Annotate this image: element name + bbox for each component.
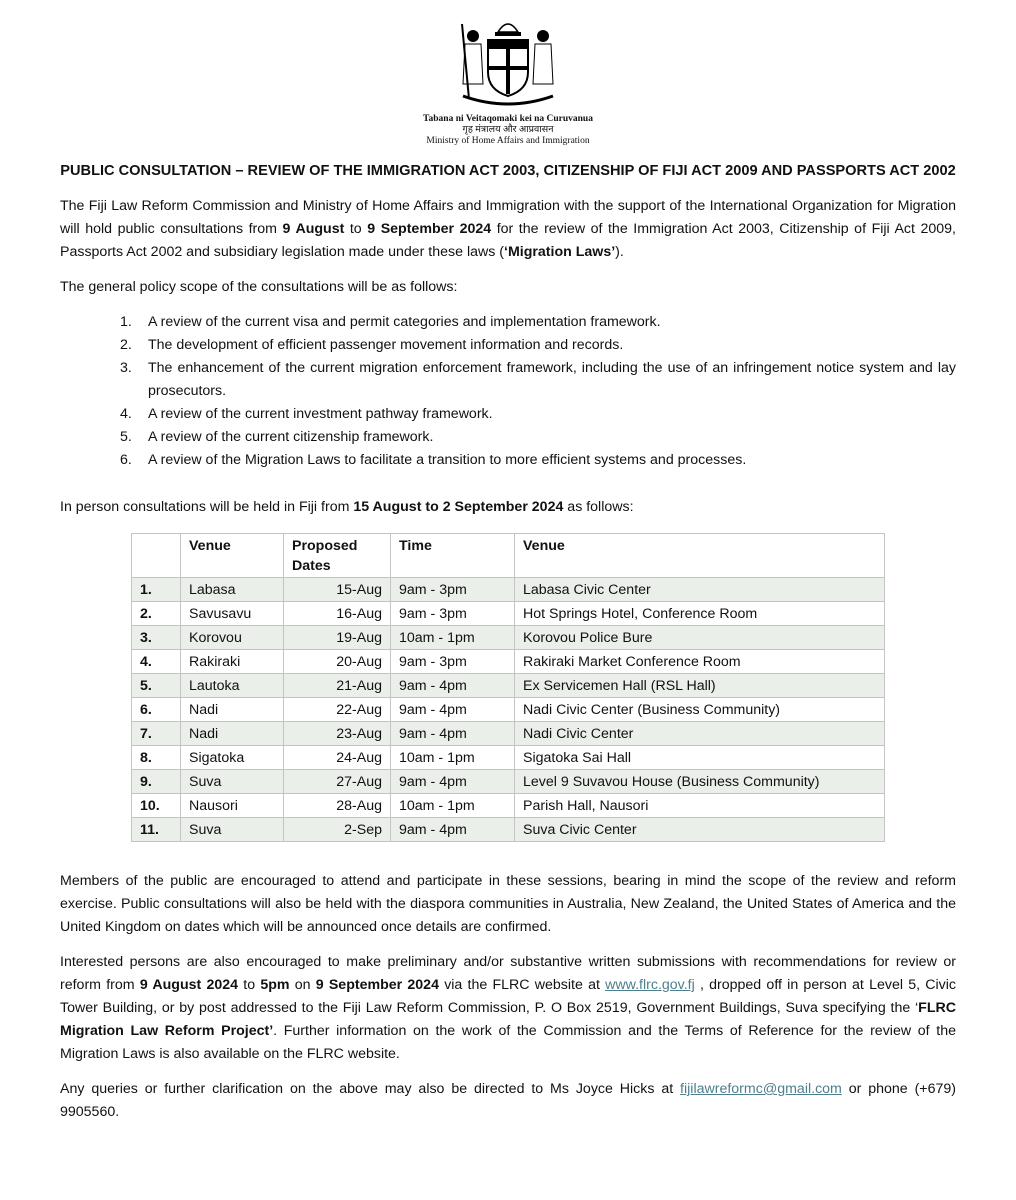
- text-bold: 15 August to 2 September 2024: [353, 499, 564, 515]
- text-bold: ‘Migration Laws’: [504, 244, 616, 260]
- column-header: Time: [391, 534, 515, 578]
- text: or phone (+679) 9905560.: [60, 1081, 956, 1120]
- row-number: 7.: [132, 722, 181, 746]
- list-item: [60, 311, 956, 334]
- spacer: [60, 472, 956, 484]
- ministry-name: [388, 114, 628, 147]
- proposed-date: 28-Aug: [284, 794, 391, 818]
- table-row: [132, 602, 885, 626]
- members-paragraph: Members of the public are encouraged to attend and participate in these sessions, bearing in mind the scope of the review and reform exercise. Public consultations will also be held with the diaspora communities in Australia, New Zealand, the United States of America and the United Kingdom on dates which will be announced once details are confirmed.: [60, 873, 956, 935]
- row-number: 8.: [132, 746, 181, 770]
- time: 9am - 3pm: [391, 578, 515, 602]
- venue-town: Sigatoka: [181, 746, 284, 770]
- text: as follows:: [563, 499, 634, 515]
- text: , dropped off in person at Level 5, Civic Tower Building, or by post addressed to the Fiji Law Reform Commission, P. O Box 2519, Government Buildings, Suva specifying the ‘: [60, 977, 957, 1016]
- text: for the review of the Immigration Act 2003, Citizenship of Fiji Act 2009, Passports Act 2002 and subsidiary legislation made under these laws (: [60, 221, 957, 260]
- proposed-date: 27-Aug: [284, 770, 391, 794]
- ministry-label: Ministry of Home Affairs and Immigration: [426, 136, 590, 146]
- consultation-schedule-table: [131, 533, 885, 842]
- list-item: [60, 449, 956, 472]
- text: via the FLRC website at: [438, 977, 606, 993]
- fiji-coat-of-arms-logo: [453, 14, 563, 110]
- item-number: 1.: [120, 314, 132, 330]
- table-row: [132, 818, 885, 842]
- venue-location: Hot Springs Hotel, Conference Room: [515, 602, 885, 626]
- venue-location: Nadi Civic Center (Business Community): [515, 698, 885, 722]
- proposed-date: 24-Aug: [284, 746, 391, 770]
- venue-town: Korovou: [181, 626, 284, 650]
- text-bold: 5pm: [260, 977, 290, 993]
- venue-location: Korovou Police Bure: [515, 626, 885, 650]
- time: 9am - 4pm: [391, 722, 515, 746]
- list-item: [60, 403, 956, 426]
- time: 10am - 1pm: [391, 746, 515, 770]
- venue-location: Level 9 Suvavou House (Business Community): [515, 770, 885, 794]
- table-row: [132, 626, 885, 650]
- text-bold: 9 August: [282, 221, 345, 237]
- text: Interested persons are also encouraged to make preliminary and/or substantive written submissions with recommendations for review or reform from: [60, 954, 956, 993]
- column-header: Proposed Dates: [284, 534, 391, 578]
- venue-town: Nadi: [181, 698, 284, 722]
- table-row: [132, 722, 885, 746]
- venue-town: Nausori: [181, 794, 284, 818]
- text: In person consultations will be held in Fiji from: [60, 499, 354, 515]
- text: . Further information on the work of the Commission and the Terms of Reference for the review of the Migration Laws is also available on the FLRC website.: [60, 1023, 956, 1062]
- scope-list: [60, 311, 956, 472]
- proposed-date: 22-Aug: [284, 698, 391, 722]
- column-header: Venue: [181, 534, 284, 578]
- proposed-date: 23-Aug: [284, 722, 391, 746]
- list-item: [60, 334, 956, 357]
- column-header: [132, 534, 181, 578]
- text-bold: 9 August 2024: [139, 977, 239, 993]
- table-row: [132, 794, 885, 818]
- item-text: A review of the Migration Laws to facilitate a transition to more efficient systems and processes.: [148, 452, 747, 468]
- venue-location: Sigatoka Sai Hall: [515, 746, 885, 770]
- list-item: [60, 426, 956, 449]
- item-number: 2.: [120, 337, 132, 353]
- proposed-date: 2-Sep: [284, 818, 391, 842]
- row-number: 2.: [132, 602, 181, 626]
- venue-location: Parish Hall, Nausori: [515, 794, 885, 818]
- row-number: 11.: [132, 818, 181, 842]
- table-row: [132, 770, 885, 794]
- text-bold: FLRC Migration Law Reform Project’: [60, 1000, 956, 1039]
- text: Any queries or further clarification on the above may also be directed to Ms Joyce Hicks at: [60, 1081, 681, 1097]
- text: The Fiji Law Reform Commission and Ministry of Home Affairs and Immigration with the support of the International Organization for Migration will hold public consultations from: [60, 198, 956, 237]
- time: 9am - 3pm: [391, 602, 515, 626]
- time: 9am - 3pm: [391, 650, 515, 674]
- item-text: The development of efficient passenger movement information and records.: [148, 337, 624, 353]
- time: 10am - 1pm: [391, 626, 515, 650]
- table-row: [132, 698, 885, 722]
- time: 9am - 4pm: [391, 770, 515, 794]
- inperson-paragraph: [60, 496, 956, 519]
- list-item: [60, 357, 956, 403]
- table-row: [132, 578, 885, 602]
- text: to: [344, 221, 368, 237]
- proposed-date: 19-Aug: [284, 626, 391, 650]
- row-number: 5.: [132, 674, 181, 698]
- table-row: [132, 746, 885, 770]
- proposed-date: 15-Aug: [284, 578, 391, 602]
- time: 9am - 4pm: [391, 698, 515, 722]
- venue-town: Rakiraki: [181, 650, 284, 674]
- row-number: 9.: [132, 770, 181, 794]
- time: 10am - 1pm: [391, 794, 515, 818]
- intro-paragraph: [60, 195, 956, 264]
- scope-intro: The general policy scope of the consultations will be as follows:: [60, 279, 458, 295]
- hindi-name: गृह मंत्रालय और आप्रवासन: [462, 125, 554, 135]
- item-number: 5.: [120, 429, 132, 445]
- venue-town: Nadi: [181, 722, 284, 746]
- item-number: 3.: [120, 360, 132, 376]
- proposed-date: 21-Aug: [284, 674, 391, 698]
- row-number: 1.: [132, 578, 181, 602]
- text: to: [238, 977, 261, 993]
- venue-town: Labasa: [181, 578, 284, 602]
- text-bold: 9 September 2024: [367, 221, 492, 237]
- column-header: Venue: [515, 534, 885, 578]
- text: on: [289, 977, 316, 993]
- row-number: 10.: [132, 794, 181, 818]
- item-text: A review of the current visa and permit categories and implementation framework.: [148, 314, 661, 330]
- venue-town: Savusavu: [181, 602, 284, 626]
- venue-location: Suva Civic Center: [515, 818, 885, 842]
- venue-location: Nadi Civic Center: [515, 722, 885, 746]
- text: ).: [615, 244, 624, 260]
- row-number: 3.: [132, 626, 181, 650]
- row-number: 4.: [132, 650, 181, 674]
- text-bold: 9 September 2024: [315, 977, 439, 993]
- motto: Tabana ni Veitaqomaki kei na Curuvanua: [423, 114, 593, 124]
- item-number: 4.: [120, 406, 132, 422]
- venue-town: Lautoka: [181, 674, 284, 698]
- venue-location: Labasa Civic Center: [515, 578, 885, 602]
- item-text: A review of the current investment pathway framework.: [148, 406, 493, 422]
- submissions-paragraph: [60, 951, 956, 1066]
- flrc-website-link[interactable]: www.flrc.gov.fj: [605, 977, 695, 993]
- proposed-date: 20-Aug: [284, 650, 391, 674]
- time: 9am - 4pm: [391, 674, 515, 698]
- venue-town: Suva: [181, 818, 284, 842]
- table-row: [132, 650, 885, 674]
- venue-location: Rakiraki Market Conference Room: [515, 650, 885, 674]
- item-number: 6.: [120, 452, 132, 468]
- proposed-date: 16-Aug: [284, 602, 391, 626]
- venue-location: Ex Servicemen Hall (RSL Hall): [515, 674, 885, 698]
- time: 9am - 4pm: [391, 818, 515, 842]
- email-link[interactable]: fijilawreformc@gmail.com: [680, 1081, 842, 1097]
- queries-paragraph: [60, 1078, 956, 1124]
- item-text: The enhancement of the current migration enforcement framework, including the use of an infringement notice system and lay prosecutors.: [148, 360, 956, 399]
- table-row: [132, 674, 885, 698]
- venue-town: Suva: [181, 770, 284, 794]
- item-text: A review of the current citizenship framework.: [148, 429, 434, 445]
- row-number: 6.: [132, 698, 181, 722]
- table-header-row: [132, 534, 885, 578]
- page-title: PUBLIC CONSULTATION – REVIEW OF THE IMMIGRATION ACT 2003, CITIZENSHIP OF FIJI ACT 2009 AND PASSPORTS ACT 2002: [60, 163, 956, 179]
